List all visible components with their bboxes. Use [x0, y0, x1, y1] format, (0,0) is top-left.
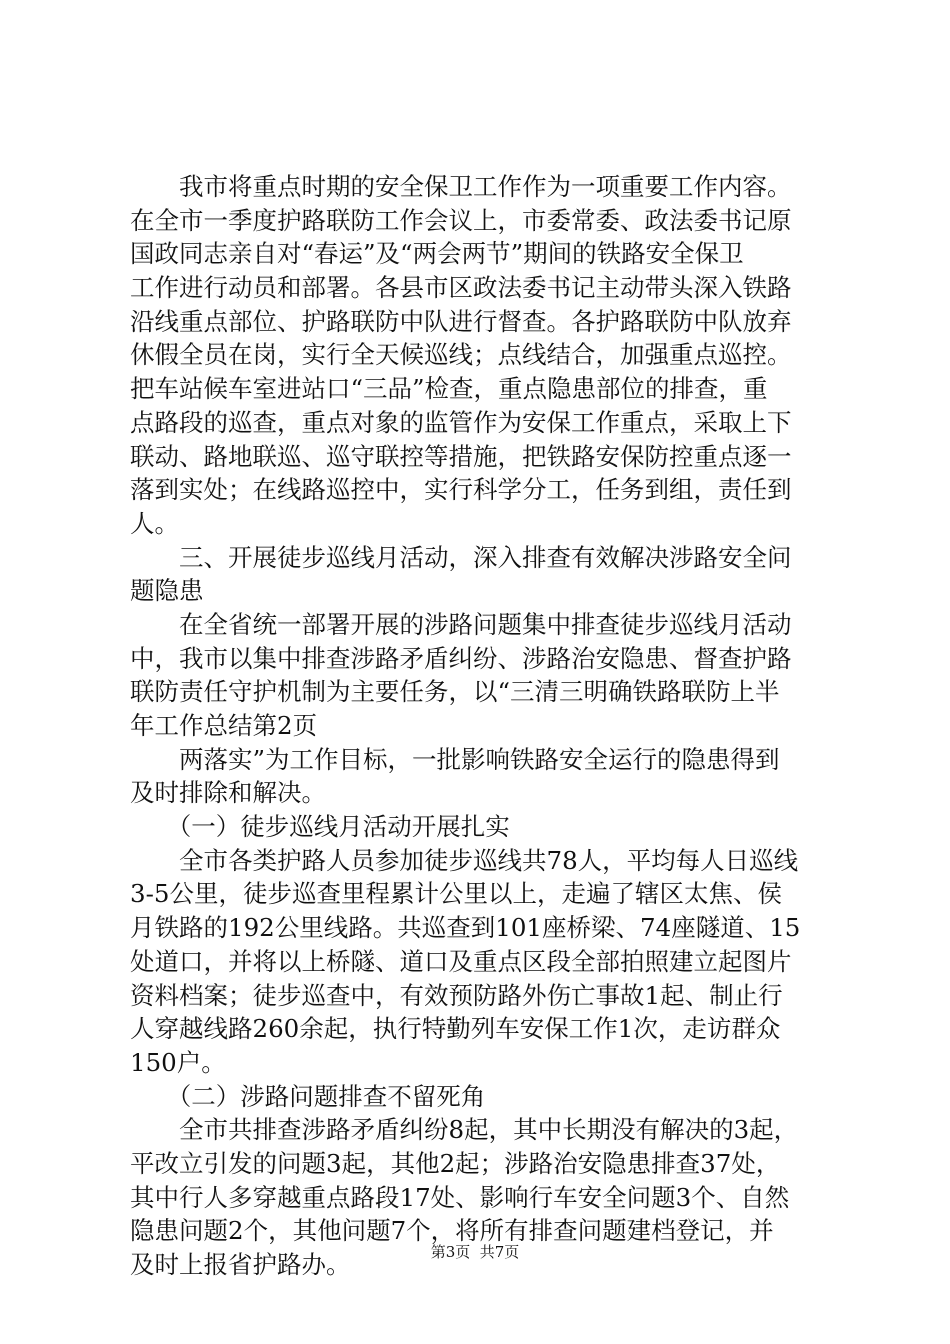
text-line: 在全省统一部署开展的涉路问题集中排查徒步巡线月活动 — [130, 609, 792, 639]
body-text — [130, 170, 830, 1282]
text-line: （一）徒步巡线月活动开展扎实 — [130, 812, 510, 842]
text-line: 其中行人多穿越重点路段17处、影响行车安全问题3个、自然 — [130, 1182, 790, 1212]
text-line: 点路段的巡查，重点对象的监管作为安保工作重点，采取上下 — [130, 407, 792, 437]
text-line: 我市将重点时期的安全保卫工作作为一项重要工作内容。 — [130, 172, 792, 201]
text-line: 及时排除和解决。 — [130, 778, 326, 808]
text-line: 休假全员在岗，实行全天候巡线；点线结合，加强重点巡控。 — [130, 340, 792, 370]
text-line: 落到实处；在线路巡控中，实行科学分工，任务到组，责任到 — [130, 475, 792, 505]
text-line: 联动、路地联巡、巡守联控等措施，把铁路安保防控重点逐一 — [130, 441, 792, 471]
text-line: 人穿越线路260余起，执行特勤列车安保工作1次，走访群众 — [130, 1014, 781, 1044]
text-line: 国政同志亲自对“春运”及“两会两节”期间的铁路安全保卫 — [130, 239, 744, 269]
text-line: 全市各类护路人员参加徒步巡线共78人，平均每人日巡线 — [130, 845, 799, 875]
text-line: 处道口，并将以上桥隧、道口及重点区段全部拍照建立起图片 — [130, 946, 792, 976]
text-line: 隐患问题2个，其他问题7个，将所有排查问题建档登记，并 — [130, 1216, 774, 1246]
text-line: 把车站候车室进站口“三品”检查，重点隐患部位的排查，重 — [130, 374, 768, 404]
text-line: 150户。 — [130, 1047, 226, 1077]
text-line: 在全市一季度护路联防工作会议上，市委常委、政法委书记原 — [130, 205, 792, 235]
text-line: 资料档案；徒步巡查中，有效预防路外伤亡事故1起、制止行 — [130, 980, 783, 1010]
page-footer — [0, 1242, 950, 1262]
page-number-label: 第3页 共7页 — [430, 1243, 520, 1261]
text-line: 年工作总结第2页 — [130, 711, 318, 740]
text-line: 人。 — [130, 508, 179, 538]
text-line: 3-5公里，徒步巡查里程累计公里以上，走遍了辖区太焦、侯 — [130, 879, 782, 909]
text-line: 沿线重点部位、护路联防中队进行督查。各护路联防中队放弃 — [130, 306, 792, 336]
text-line: 及时上报省护路办。 — [130, 1250, 351, 1279]
text-line: 全市共排查涉路矛盾纠纷8起，其中长期没有解决的3起， — [130, 1115, 799, 1145]
text-line: 题隐患 — [130, 576, 204, 606]
text-line: 平改立引发的问题3起，其他2起；涉路治安隐患排查37处， — [130, 1148, 781, 1178]
text-line: 工作进行动员和部署。各县市区政法委书记主动带头深入铁路 — [130, 273, 792, 303]
text-line: 两落实”为工作目标，一批影响铁路安全运行的隐患得到 — [130, 744, 780, 774]
text-line: 三、开展徒步巡线月活动，深入排查有效解决涉路安全问 — [130, 542, 792, 572]
text-line: 月铁路的192公里线路。共巡查到101座桥梁、74座隧道、15 — [130, 913, 801, 943]
text-line: （二）涉路问题排查不留死角 — [130, 1081, 486, 1111]
text-line: 联防责任守护机制为主要任务，以“三清三明确铁路联防上半 — [130, 677, 780, 707]
text-line: 中，我市以集中排查涉路矛盾纠纷、涉路治安隐患、督查护路 — [130, 643, 792, 673]
